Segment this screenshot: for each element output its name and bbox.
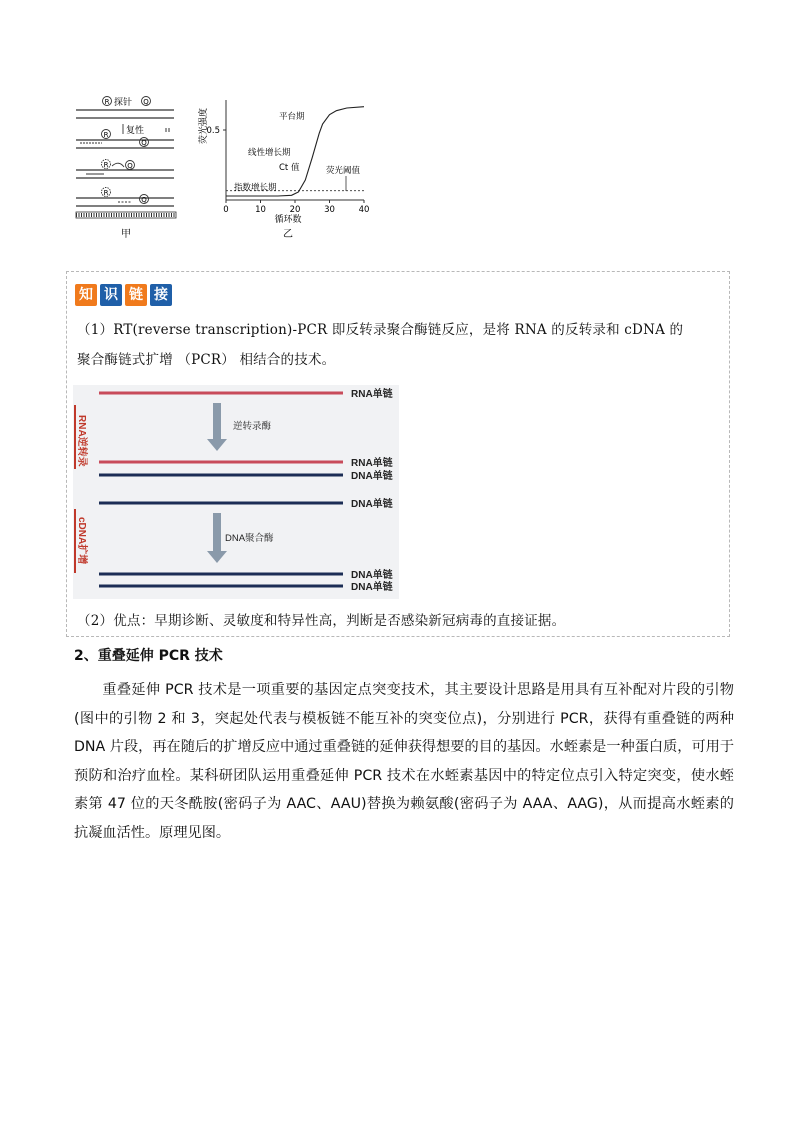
quencher-label-4: Q bbox=[141, 196, 147, 204]
reporter-label-3: R bbox=[103, 161, 109, 169]
threshold-label: 荧光阈值 bbox=[326, 166, 361, 176]
reporter-label: R bbox=[104, 98, 110, 106]
section-heading: 2、重叠延伸 PCR 技术 bbox=[74, 648, 223, 664]
knowledge-link-box bbox=[66, 271, 730, 637]
arrow-down-icon bbox=[207, 439, 227, 451]
strand-label-3: DNA单链 bbox=[351, 471, 393, 482]
rt-pcr-line1: （1）RT(reverse transcription)-PCR 即反转录聚合酶链反应，是将 RNA 的反转录和 cDNA 的 bbox=[77, 322, 684, 338]
reporter-label-2: R bbox=[103, 131, 109, 139]
arrow-down-icon-2 bbox=[207, 551, 227, 563]
x-tick-label: 10 bbox=[255, 205, 266, 215]
denature-label: 复性 bbox=[126, 126, 145, 136]
advantage-note: （2）优点：早期诊断、灵敏度和特异性高，判断是否感染新冠病毒的直接证据。 bbox=[77, 613, 566, 629]
quencher-label: Q bbox=[143, 98, 149, 106]
badge-3: 链 bbox=[125, 284, 147, 306]
x-tick-label: 30 bbox=[324, 205, 335, 215]
x-tick-label: 20 bbox=[289, 205, 301, 215]
x-axis-label: 循环数 bbox=[274, 215, 302, 225]
exponential-phase-label: 指数增长期 bbox=[234, 183, 277, 193]
badge-2: 识 bbox=[100, 284, 122, 306]
strand-label-1: RNA单链 bbox=[351, 389, 393, 400]
strand-label-5: DNA单链 bbox=[351, 570, 393, 581]
strand-label-2: RNA单链 bbox=[351, 458, 393, 469]
figure-jia bbox=[76, 96, 176, 240]
side-label-cdna: cDNA扩增 bbox=[76, 517, 87, 565]
plateau-label: 平台期 bbox=[279, 112, 305, 122]
ct-label: Ct 值 bbox=[279, 163, 300, 173]
quencher-label-3: Q bbox=[127, 162, 133, 170]
x-tick-label: 0 bbox=[223, 205, 229, 215]
rt-pcr-diagram bbox=[73, 385, 399, 599]
rt-pcr-line2: 聚合酶链式扩增 （PCR） 相结合的技术。 bbox=[77, 352, 336, 368]
reporter-label-4: R bbox=[103, 189, 109, 197]
strand-label-6: DNA单链 bbox=[351, 582, 393, 593]
pcr-figure bbox=[74, 94, 374, 244]
figure-yi bbox=[197, 100, 369, 240]
linear-phase-label: 线性增长期 bbox=[248, 148, 291, 158]
badge-4: 接 bbox=[150, 284, 172, 306]
figure-jia-caption: 甲 bbox=[121, 229, 131, 240]
y-axis-label: 荧光强度 bbox=[199, 107, 209, 145]
quencher-label-2: Q bbox=[141, 139, 147, 147]
knowledge-badges bbox=[75, 284, 172, 306]
section-paragraph: 重叠延伸 PCR 技术是一项重要的基因定点突变技术，其主要设计思路是用具有互补配对片段的引物(图中的引物 2 和 3，突起处代表与模板链不能互补的突变位点)，分别进行 PCR，获得有重叠链的两种 DNA 片段，再在随后的扩增反应中通过重叠链的延伸获得想要的目的基因。水蛭素是一种蛋白质，可用于预防和治疗血栓。某科研团队运用重叠延伸 PCR 技术在水蛭素基因中的特定位点引入特定突变，使水蛭素第 47 位的天冬酰胺(密码子为 AAC、AAU)替换为赖氨酸(密码子为 AAA、AAG)，从而提高水蛭素的抗凝血活性。原理见图。 bbox=[74, 682, 735, 841]
side-label-rna: RNA逆转录 bbox=[76, 415, 87, 467]
badge-1: 知 bbox=[75, 284, 97, 306]
enzyme-dna-polymerase: DNA聚合酶 bbox=[225, 533, 274, 544]
strand-label-4: DNA单链 bbox=[351, 499, 393, 510]
y-tick-0-5: 0.5 bbox=[206, 126, 220, 136]
x-tick-label: 40 bbox=[358, 205, 370, 215]
enzyme-reverse-transcriptase: 逆转录酶 bbox=[233, 421, 272, 432]
probe-label: 探针 bbox=[114, 98, 133, 108]
figure-yi-caption: 乙 bbox=[283, 229, 293, 240]
